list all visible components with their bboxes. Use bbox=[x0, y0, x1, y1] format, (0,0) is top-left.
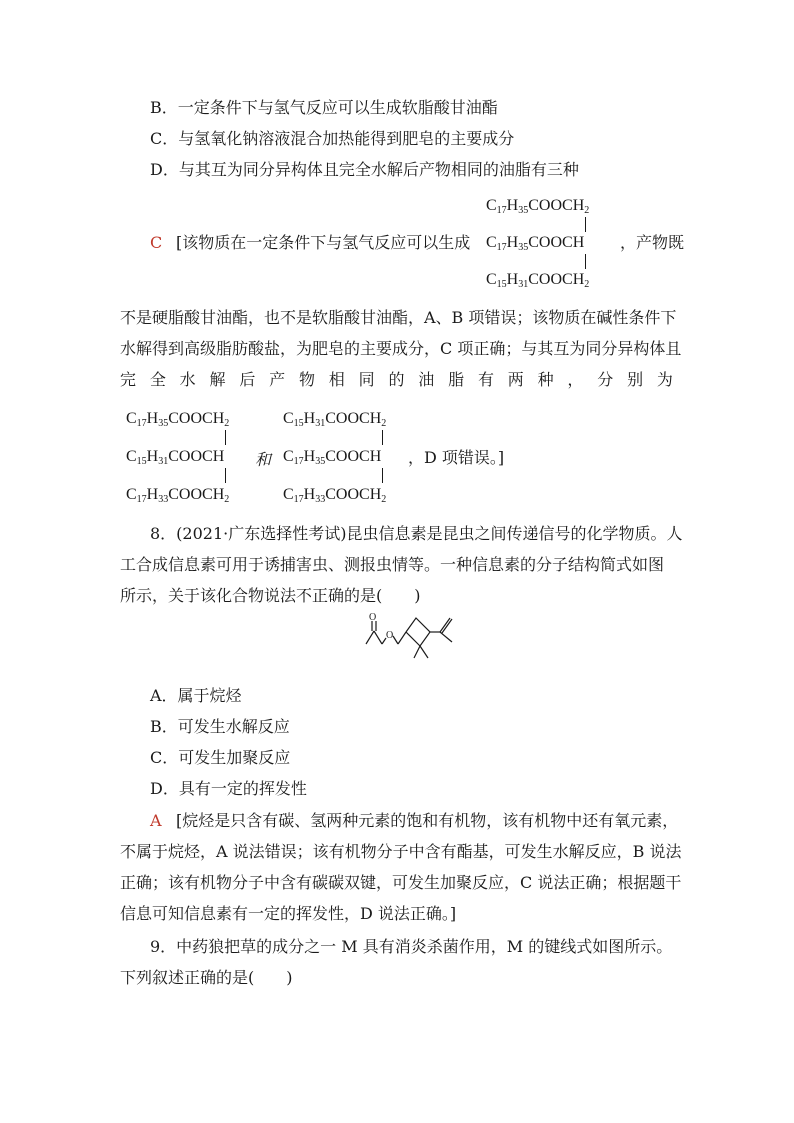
q8-line-2: 工合成信息素可用于诱捕害虫、测报虫情等。一种信息素的分子结构简式如图 bbox=[120, 555, 665, 574]
q8-line-3: 所示，关于该化合物说法不正确的是( ) bbox=[120, 586, 421, 605]
q8-option-c: C．可发生加聚反应 bbox=[150, 748, 291, 767]
product-row-1: $C_{17}H_{35}COOCH_2$ bbox=[486, 197, 590, 216]
isomer2-row-1: $C_{15}H_{31}COOCH_2$ bbox=[283, 410, 387, 429]
answer-8-line-2: 正确；该有机物分子中含有碳碳双键，可发生加聚反应，C 说法正确；根据题干 bbox=[120, 873, 682, 892]
option-b-top: B．一定条件下与氢气反应可以生成软脂酸甘油酯 bbox=[150, 98, 498, 117]
isomer1-row-1: $C_{17}H_{35}COOCH_2$ bbox=[126, 410, 230, 429]
isomer1-row-2: $C_{15}H_{31}COOCH$ bbox=[126, 448, 225, 467]
ester-o-label: O bbox=[386, 630, 394, 641]
answer-7-line-1: 不是硬脂酸甘油酯，也不是软脂酸甘油酯，A、B 项错误；该物质在碱性条件下 bbox=[120, 308, 677, 327]
isomer2-row-2: $C_{17}H_{35}COOCH$ bbox=[283, 448, 382, 467]
carbonyl-o-label: O bbox=[369, 612, 377, 623]
answer-7-tail: ，D 项错误。] bbox=[408, 448, 505, 467]
product-row-3: $C_{15}H_{31}COOCH_2$ bbox=[486, 271, 590, 290]
product-row-2: $C_{17}H_{35}COOCH$ bbox=[486, 234, 585, 253]
answer-7-after: ，产物既 bbox=[620, 233, 685, 252]
and-word: 和 bbox=[255, 450, 272, 469]
pheromone-structure bbox=[358, 612, 478, 682]
q9-line-2: 下列叙述正确的是( ) bbox=[120, 968, 293, 987]
bond bbox=[382, 430, 383, 445]
answer-7-line-2: 水解得到高级脂肪酸盐，为肥皂的主要成分，C 项正确；与其互为同分异构体且 bbox=[120, 339, 682, 358]
option-c-top: C．与氢氧化钠溶液混合加热能得到肥皂的主要成分 bbox=[150, 129, 515, 148]
answer-letter-8: A bbox=[150, 811, 162, 830]
answer-7-lead: [该物质在一定条件下与氢气反应可以生成 bbox=[176, 233, 471, 252]
q8-option-a: A．属于烷烃 bbox=[150, 686, 242, 705]
bond bbox=[585, 217, 586, 232]
answer-letter-7: C bbox=[150, 233, 163, 252]
answer-8-line-3: 信息可知信息素有一定的挥发性，D 说法正确。] bbox=[120, 904, 457, 923]
answer-8-line-1: 不属于烷烃，A 说法错误；该有机物分子中含有酯基，可发生水解反应，B 说法 bbox=[120, 842, 682, 861]
isomer2-row-3: $C_{17}H_{33}COOCH_2$ bbox=[283, 486, 387, 505]
bond bbox=[225, 468, 226, 483]
bond bbox=[225, 430, 226, 445]
bond bbox=[382, 468, 383, 483]
isomer1-row-3: $C_{17}H_{33}COOCH_2$ bbox=[126, 486, 230, 505]
q8-option-d: D．具有一定的挥发性 bbox=[150, 779, 307, 798]
q8-option-b: B．可发生水解反应 bbox=[150, 717, 290, 736]
answer-7-line-3: 完 全 水 解 后 产 物 相 同 的 油 脂 有 两 种 ， 分 别 为 bbox=[120, 370, 673, 389]
option-d-top: D．与其互为同分异构体且完全水解后产物相同的油脂有三种 bbox=[150, 160, 579, 179]
q8-line-1: 8．(2021·广东选择性考试)昆虫信息素是昆虫之间传递信号的化学物质。人 bbox=[150, 524, 683, 543]
q9-line-1: 9．中药狼把草的成分之一 M 具有消炎杀菌作用，M 的键线式如图所示。 bbox=[150, 937, 673, 956]
bond bbox=[585, 254, 586, 269]
answer-8-first: [烷烃是只含有碳、氢两种元素的饱和有机物，该有机物中还有氧元素， bbox=[176, 811, 679, 830]
